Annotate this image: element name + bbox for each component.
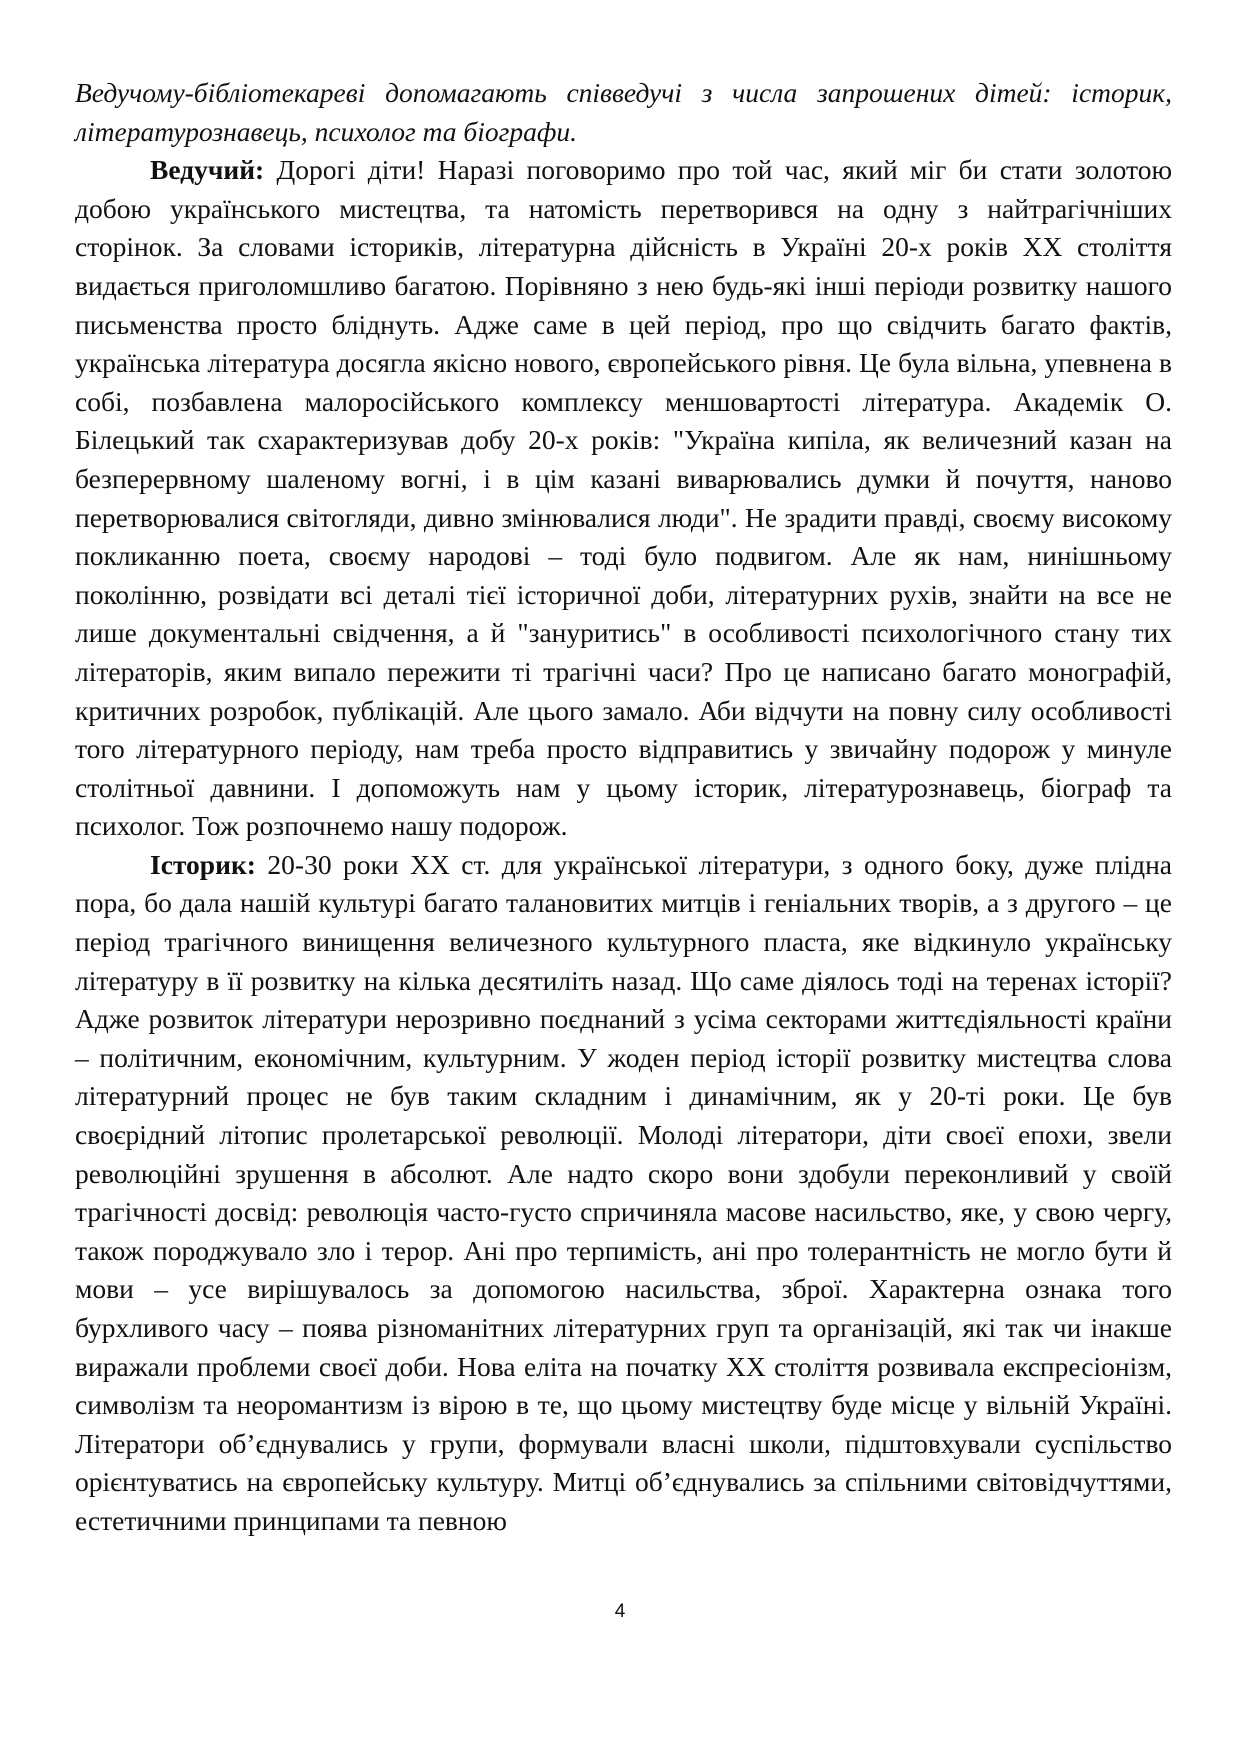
historian-speech-paragraph — [75, 846, 1172, 1541]
host-speech-paragraph — [75, 151, 1172, 846]
intro-paragraph: Ведучому-бібліотекареві допомагають співведучі з числа запрошених дітей: історик, літературознавець, психолог та біографи. — [75, 77, 1172, 147]
speaker-label-host: Ведучий: — [150, 154, 265, 186]
page-body — [75, 74, 1172, 1541]
historian-speech-text: 20-30 роки XX ст. для української літератури, з одного боку, дуже плідна пора, бо дала нашій культурі багато талановитих митців і геніальних творів, а з другого – це період трагічного винищення величезного культурного пласта, яке відкинуло українську літературу в її розвитку на кілька десятиліть назад. Що саме діялось тоді на теренах історії? Адже розвиток літератури нерозривно поєднаний з усіма секторами життєдіяльності країни – політичним, економічним, культурним. У жоден період історії розвитку мистецтва слова літературний процес не був таким складним і динамічним, як у 20-ті роки. Це був своєрідний літопис пролетарської революції. Молоді літератори, діти своєї епохи, звели революційні зрушення в абсолют. Але надто скоро вони здобули переконливий у своїй трагічності досвід: революція часто-густо спричиняла масове насильство, яке, у свою чергу, також породжувало зло і терор. Ані про терпимість, ані про толерантність не могло бути й мови – усе вирішувалось за допомогою насильства, зброї. Характерна ознака того бурхливого часу – поява різноманітних літературних груп та організацій, які так чи інакше виражали проблеми своєї доби. Нова еліта на початку XX століття розвивала експресіонізм, символізм та неоромантизм із вірою в те, що цьому мистецтву буде місце у вільній Україні. Літератори об’єднувались у групи, формували власні школи, підштовхували суспільство орієнтуватись на європейську культуру. Митці об’єднувались за спільними світовідчуттями, естетичними принципами та певною — [75, 848, 1172, 1536]
page-number: 4 — [614, 1601, 626, 1622]
speaker-label-historian: Історик: — [150, 848, 256, 880]
host-speech-text: Дорогі діти! Наразі поговоримо про той час, який міг би стати золотою добою українського мистецтва, та натомість перетворився на одну з найтрагічніших сторінок. За словами істориків, літературна дійсність в Україні 20-х років XX століття видається приголомшливо багатою. Порівняно з нею будь-які інші періоди розвитку нашого письменства просто бліднуть. Адже саме в цей період, про що свідчить багато фактів, українська література досягла якісно нового, європейського рівня. Це була вільна, упевнена в собі, позбавлена малоросійського комплексу меншовартості література. Академік О. Білецький так схарактеризував добу 20-х років: "Україна кипіла, як величезний казан на безперервному шаленому вогні, і в цім казані виварювались думки й почуття, наново перетворювалися світогляди, дивно змінювалися люди". Не зрадити правді, своєму високому покликанню поета, своєму народові – тоді було подвигом. Але як нам, нинішньому поколінню, розвідати всі деталі тієї історичної доби, літературних рухів, знайти на все не лише документальні свідчення, а й "зануритись" в особливості психологічного стану тих літераторів, яким випало пережити ті трагічні часи? Про це написано багато монографій, критичних розробок, публікацій. Але цього замало. Аби відчути на повну силу особливості того літературного періоду, нам треба просто відправитись у звичайну подорож у минуле столітньої давнини. І допоможуть нам у цьому історик, літературознавець, біограф та психолог. Тож розпочнемо нашу подорож. — [75, 154, 1172, 842]
